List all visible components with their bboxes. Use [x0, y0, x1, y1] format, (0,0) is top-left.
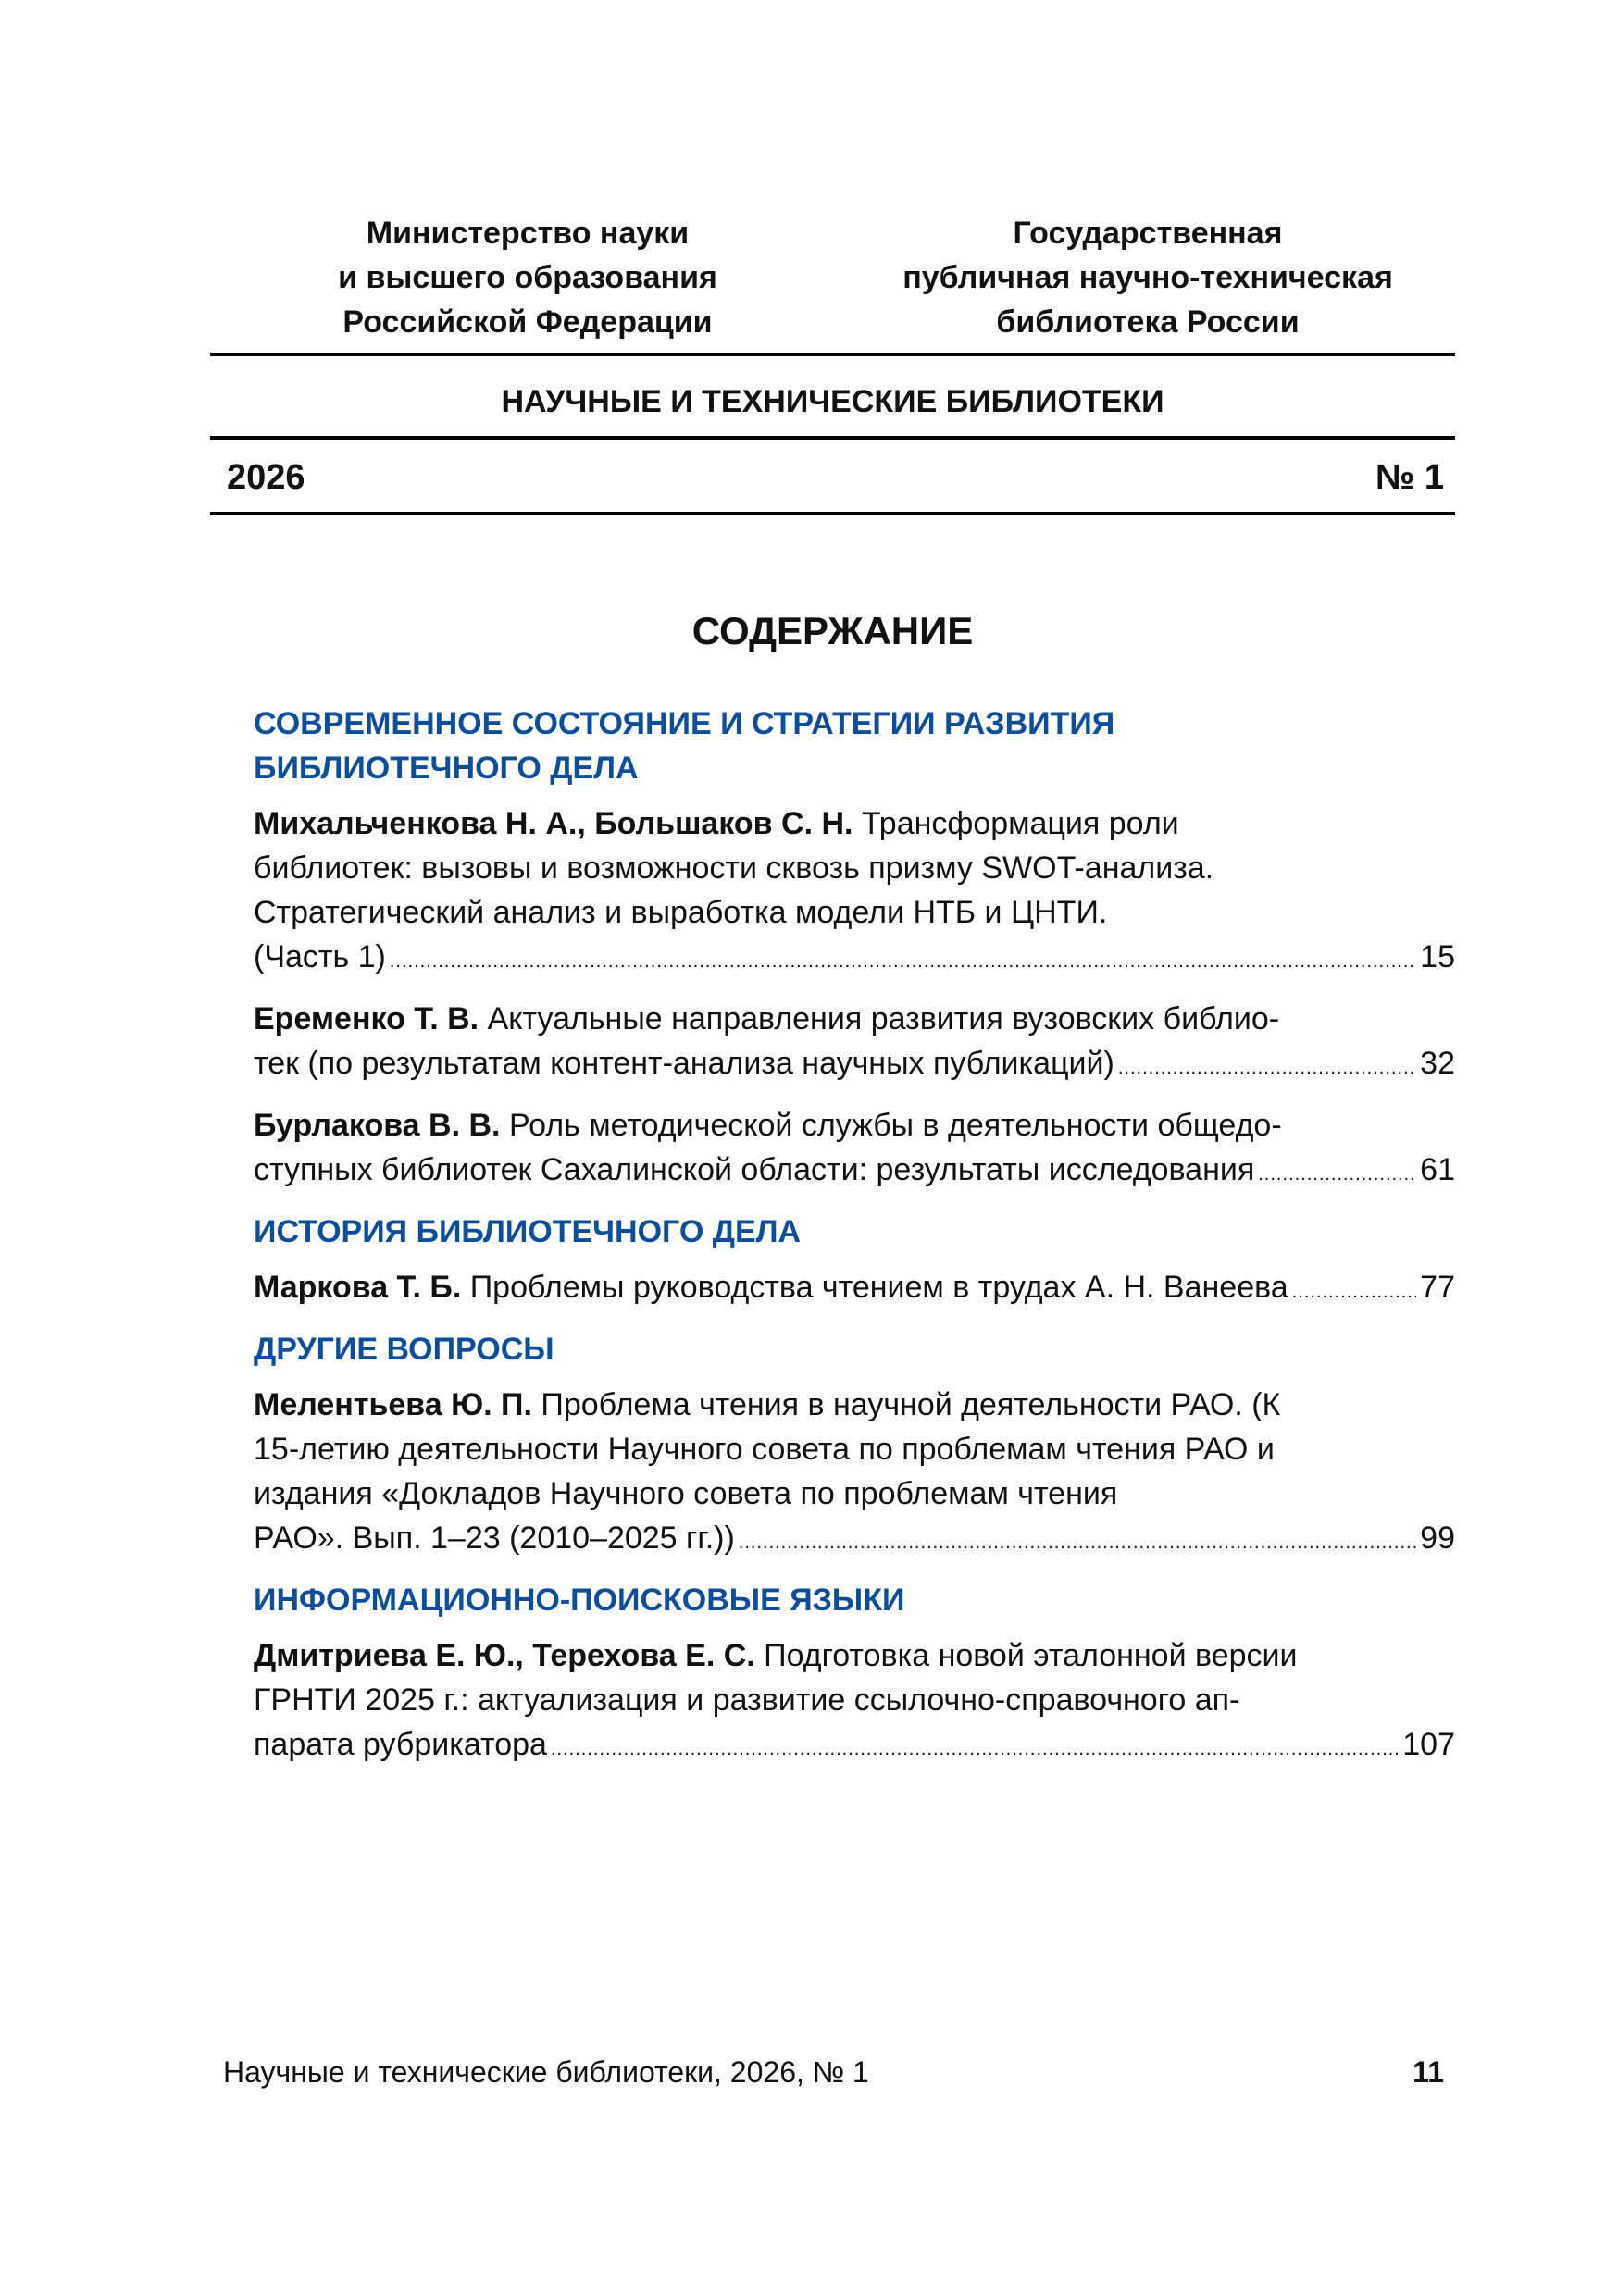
entry-page-number[interactable]: 99 [1420, 1520, 1455, 1556]
entry-authors: Бурлакова В. В. [254, 1108, 501, 1143]
toc-entry[interactable] [254, 1265, 1455, 1314]
issue-year: 2026 [227, 458, 305, 497]
entry-last-line [254, 1516, 1455, 1565]
entry-last-line [254, 1041, 1455, 1090]
entry-title-end: (Часть 1) [254, 939, 386, 974]
ministry-line: Министерство науки [366, 216, 690, 251]
dot-leader [1258, 1148, 1416, 1197]
entry-page-number[interactable]: 32 [1420, 1046, 1455, 1081]
toc-entry[interactable] [254, 997, 1455, 1090]
toc-entry[interactable] [254, 801, 1455, 984]
footer-page-number: 11 [1413, 2055, 1444, 2089]
entry-line [254, 1265, 1288, 1309]
entry-authors: Михальченкова Н. А., Большаков С. Н. [254, 806, 853, 841]
section-heading: ДРУГИЕ ВОПРОСЫ [254, 1332, 554, 1367]
entry-text [254, 1633, 1309, 1722]
entry-text [254, 801, 1309, 935]
ministry-name [231, 211, 824, 344]
entry-authors: Еременко Т. В. [254, 1001, 479, 1036]
entry-title-end: РАО». Вып. 1–23 (2010–2025 гг.)) [254, 1520, 735, 1556]
dot-leader [551, 1722, 1399, 1771]
dot-leader [1118, 1041, 1416, 1090]
entry-last-line [254, 1265, 1455, 1314]
entry-title: Роль методической службы в деятельности общедо- [508, 1108, 1282, 1143]
entry-title-end: тек (по результатам контент-анализа научных публикаций) [254, 1046, 1114, 1081]
header-divider [210, 436, 1455, 440]
section-heading: СОВРЕМЕННОЕ СОСТОЯНИЕ И СТРАТЕГИИ РАЗВИТИЯ БИБЛИОТЕЧНОГО ДЕЛА [254, 706, 1115, 786]
header-divider [210, 353, 1455, 356]
toc-entry[interactable] [254, 1633, 1455, 1771]
entry-title: Проблема чтения в научной деятельности РАО. (К 15-летию деятельности Научного совета по проблемам чтения РАО и издания «Докладов Научного совета по проблемам чтения [254, 1387, 1281, 1511]
dot-leader [390, 935, 1416, 984]
entry-authors: Мелентьева Ю. П. [254, 1387, 532, 1422]
entry-page-number[interactable]: 107 [1402, 1727, 1455, 1762]
footer-journal-ref: Научные и технические библиотеки, 2026, № 1 [223, 2055, 869, 2089]
entry-text [254, 1383, 1309, 1516]
section-heading: ИСТОРИЯ БИБЛИОТЕЧНОГО ДЕЛА [254, 1214, 802, 1249]
issue-number: № 1 [1375, 458, 1444, 497]
journal-title: НАУЧНЫЕ И ТЕХНИЧЕСКИЕ БИБЛИОТЕКИ [501, 384, 1164, 419]
entry-text [254, 1103, 1309, 1148]
entry-last-line [254, 935, 1455, 984]
dot-leader [1292, 1265, 1416, 1314]
library-line: Государственная [1013, 216, 1283, 251]
toc-section [254, 701, 1455, 1197]
toc-section [254, 1578, 1455, 1771]
header-divider [210, 512, 1455, 515]
entry-page-number[interactable]: 15 [1420, 939, 1455, 974]
toc-entry[interactable] [254, 1103, 1455, 1197]
toc-entry[interactable] [254, 1383, 1455, 1565]
entry-page-number[interactable]: 61 [1420, 1152, 1455, 1187]
entry-authors: Дмитриева Е. Ю., Терехова Е. С. [254, 1638, 755, 1673]
toc-section [254, 1327, 1455, 1565]
table-of-contents [254, 701, 1455, 1784]
dot-leader [739, 1516, 1416, 1565]
library-line: публичная научно-техническая [902, 260, 1393, 295]
library-name [852, 211, 1444, 344]
entry-last-line [254, 1722, 1455, 1771]
entry-title-end: ступных библиотек Сахалинской области: результаты исследования [254, 1152, 1255, 1187]
toc-section [254, 1210, 1455, 1314]
entry-title-end: парата рубрикатора [254, 1727, 547, 1762]
library-line: библиотека России [996, 304, 1300, 340]
entry-title: Подготовка новой эталонной версии ГРНТИ 2025 г.: актуализация и развитие ссылочно-справочного ап- [254, 1638, 1298, 1718]
entry-authors: Маркова Т. Б. [254, 1270, 462, 1305]
entry-title: Актуальные направления развития вузовских библио- [487, 1001, 1280, 1036]
entry-title-end: Проблемы руководства чтением в трудах А. Н. Ванеева [469, 1270, 1288, 1305]
entry-text [254, 997, 1309, 1041]
ministry-line: и высшего образования [338, 260, 717, 295]
ministry-line: Российской Федерации [342, 304, 713, 340]
entry-title: Трансформация роли библиотек: вызовы и возможности сквозь призму SWOT-анализа. Стратегический анализ и выработка модели НТБ и ЦНТИ. [254, 806, 1214, 930]
toc-title: СОДЕРЖАНИЕ [691, 609, 974, 652]
entry-last-line [254, 1148, 1455, 1197]
section-heading: ИНФОРМАЦИОННО-ПОИСКОВЫЕ ЯЗЫКИ [254, 1582, 905, 1618]
entry-page-number[interactable]: 77 [1420, 1270, 1455, 1305]
